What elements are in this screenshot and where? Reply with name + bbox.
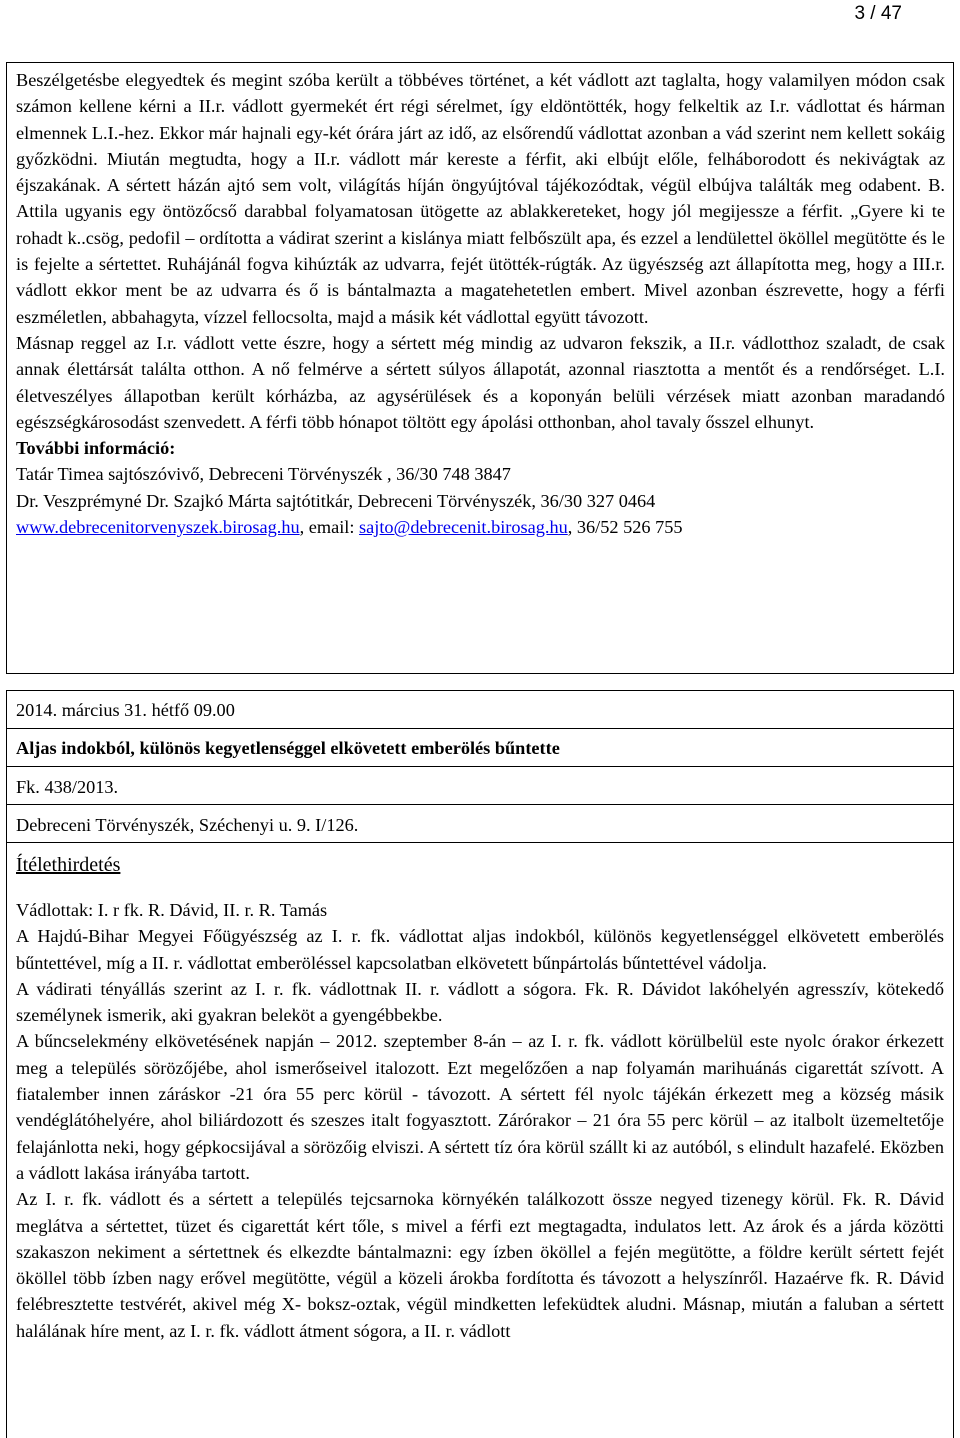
case-body xyxy=(7,843,953,1344)
case-number: Fk. 438/2013. xyxy=(7,767,953,805)
case-paragraph: A vádirati tényállás szerint az I. r. fk. vádlottnak II. r. vádlott a sógora. Fk. R. Dávidot lakóhelyén agresszív, kötekedő személynek ismerik, aki gyakran beleköt a gyengébbekbe. xyxy=(16,978,944,1026)
contact-press-secretary: Dr. Veszprémyné Dr. Szajkó Márta sajtótitkár, Debreceni Törvényszék, 36/30 327 0464 xyxy=(16,490,656,511)
email-prefix: , email: xyxy=(299,517,360,538)
case-venue: Debreceni Törvényszék, Széchenyi u. 9. I/126. xyxy=(7,805,953,843)
article-continuation-box xyxy=(6,62,954,674)
case-paragraph: A Hajdú-Bihar Megyei Főügyészség az I. r. fk. vádlottat aljas indokból, különös kegyetlenséggel elkövetett emberölés bűntettével, míg a II. r. vádlottat emberöléssel kapcsolatban elkövetett bűnpártolás bűntettével vádolja. xyxy=(16,926,944,973)
email-link[interactable]: sajto@debrecenit.birosag.hu xyxy=(359,517,568,538)
more-info-heading: További információ: xyxy=(16,438,176,459)
case-paragraph: Vádlottak: I. r fk. R. Dávid, II. r. R. Tamás xyxy=(16,900,328,920)
website-link[interactable]: www.debrecenitorvenyszek.birosag.hu xyxy=(16,517,300,538)
phone-number: , 36/52 526 755 xyxy=(567,517,683,538)
page-number: 3 / 47 xyxy=(854,3,902,24)
contact-links xyxy=(16,514,945,540)
case-title: Aljas indokból, különös kegyetlenséggel elkövetett emberölés bűntette xyxy=(7,729,953,767)
verdict-heading: Ítélethirdetés xyxy=(16,854,121,876)
case-paragraph: Az I. r. fk. vádlott és a sértett a település tejcsarnoka környékén találkozott össze negyed tizenegy körül. Fk. R. Dávid meglátva a sértettet, tüzet és cigarettát kért tőle, s mivel a férfi ezt megtagadta, indulatos lett. Az árok és a járda közötti szakaszon nekiment a sértettnek és elkezdte bántalmazni: egy ízben ököllel a fején megütötte, a földre került sértett fejét ököllel több ízben nagy erővel megütötte, végül a közeli árokba fordította és távozott a helyszínről. Hazaérve fk. R. Dávid felébresztette testvérét, akivel még X- boksz-oztak, végül mindketten lefeküdtek aludni. Másnap, miután a faluban a sértett halálának híre ment, az I. r. fk. vádlott átment sógora, a II. r. vádlott xyxy=(16,1189,944,1341)
case-box xyxy=(6,690,954,1438)
hearing-date: 2014. március 31. hétfő 09.00 xyxy=(7,691,953,729)
paragraph-incident: Beszélgetésbe elegyedtek és megint szóba került a többéves történet, a két vádlott azt taglalta, hogy valamilyen módon csak számon kellene kérni a II.r. vádlott gyermekét ért régi sérelmet, így eldöntötték, hogy felkeltik az I.r. vádlottat és hárman elmennek L.I.-hez. Ekkor már hajnali egy-két órára járt az idő, az elsőrendű vádlottat azonban a vád szerint nem kellett sokáig győzködni. Miután megtudta, hogy a II.r. vádlott már kereste a férfit, aki elbújt előle, felháborodott és nekivágtak az éjszakának. A sértett házán ajtó sem volt, világítás híján öngyújtóval tájékozódtak, végül elbújva találták meg odabent. B. Attila ugyanis egy öntözőcső darabbal folyamatosan ütögette az ablakkereteket, hogy jól megijessze a férfit. „Gyere ki te rohadt k..csög, pedofil – ordította a vádirat szerint a kislánya miatt felbőszült apa, és ezzel a lendülettel ököllel megütötte és le is fejelte a sértettet. Ruhájánál fogva kihúzták az udvarra, fejét ütötték-rúgták. Az ügyészség azt állapította meg, hogy a III.r. vádlott ekkor ment be az udvarra és ő is bántalmazta a magatehetetlen embert. Mivel azonban észrevette, hogy a férfi eszméletlen, abbahagyta, vízzel fellocsolta, majd a másik két vádlottal együtt távozott. xyxy=(16,70,945,327)
case-paragraph: A bűncselekmény elkövetésének napján – 2012. szeptember 8-án – az I. r. fk. vádlott körülbelül este nyolc órakor érkezett meg a település sörözőjébe, ahol ismerőseivel italozott. Ezt megelőzően a nap folyamán marihuánás cigarettát szívott. A fiatalember innen záráskor -21 óra 55 perc körül - távozott. A sértett fél nyolc tájékán érkezett meg a község másik vendéglátóhelyére, ahol biliárdozott és szeszes italt fogyasztott. Zárórakor – 21 óra 55 perc körül – az italbolt üzemeltetője felajánlotta neki, hogy gépkocsijával a sörözőig elviszi. A sértett tíz óra körül szállt ki az autóból, s elindult hazafelé. Eközben a vádlott lakása irányába tartott. xyxy=(16,1031,944,1183)
contact-spokesperson: Tatár Timea sajtószóvivő, Debreceni Törvényszék , 36/30 748 3847 xyxy=(16,464,511,485)
paragraph-aftermath: Másnap reggel az I.r. vádlott vette észre, hogy a sértett még mindig az udvaron fekszik, a II.r. vádlotthoz szaladt, de csak annak élettársát találta otthon. A nő felmérve a sértett súlyos állapotát, azonnal riasztotta a mentőt és a rendőrséget. L.I. életveszélyes állapotban került kórházba, az agysérülések és a koponyán belüli vérzések miatt azonban maradandó egészségkárosodást szenvedett. A férfi több hónapot töltött egy ápolási otthonban, ahol tavaly ősszel elhunyt. xyxy=(16,332,945,432)
